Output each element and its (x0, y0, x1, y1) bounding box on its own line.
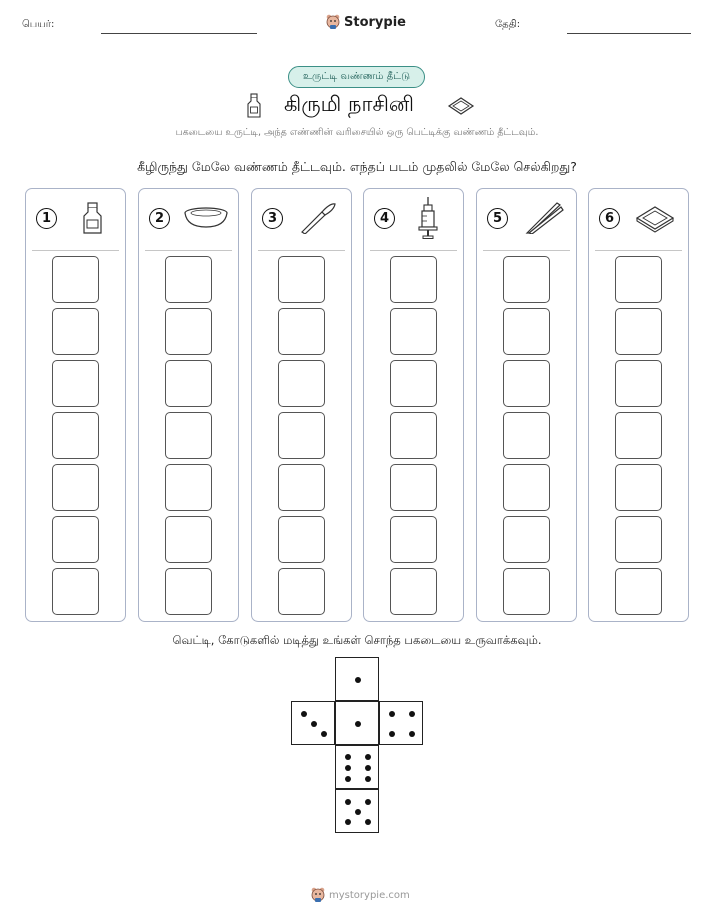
column-number: 5 (487, 208, 508, 229)
dice-instruction: வெட்டி, கோடுகளில் மடித்து உங்கள் சொந்த பகடையை உருவாக்கவும். (172, 633, 542, 647)
gauze-pad-icon (447, 96, 475, 116)
dice-pip (345, 765, 351, 771)
color-box[interactable] (52, 412, 99, 459)
page-title: கிருமி நாசினி (284, 92, 415, 116)
bottle-icon (245, 93, 263, 119)
dice-pip (355, 677, 361, 683)
color-box[interactable] (278, 464, 325, 511)
color-box[interactable] (390, 568, 437, 615)
syringe-icon (408, 197, 454, 239)
storypie-mascot-icon (311, 887, 325, 903)
dice-face-1 (335, 701, 379, 745)
subtitle: பகடையை உருட்டி, அந்த எண்ணின் வரிசையில் ஒரு பெட்டிக்கு வண்ணம் தீட்டவும். (175, 127, 539, 138)
scalpel-icon (296, 202, 342, 234)
column-number: 2 (149, 208, 170, 229)
color-box[interactable] (165, 568, 212, 615)
color-box[interactable] (52, 308, 99, 355)
dice-pip (345, 776, 351, 782)
color-box[interactable] (615, 568, 662, 615)
dice-pip (345, 819, 351, 825)
color-box[interactable] (390, 412, 437, 459)
dice-pip (345, 754, 351, 760)
color-box[interactable] (165, 412, 212, 459)
color-box[interactable] (165, 516, 212, 563)
color-box[interactable] (165, 464, 212, 511)
color-box[interactable] (615, 412, 662, 459)
column-number: 4 (374, 208, 395, 229)
color-box[interactable] (165, 308, 212, 355)
color-box[interactable] (390, 308, 437, 355)
dice-pip (355, 809, 361, 815)
column-1 (25, 188, 126, 622)
color-box[interactable] (278, 568, 325, 615)
dice-pip (355, 721, 361, 727)
color-box[interactable] (278, 360, 325, 407)
date-label: தேதி: (495, 19, 521, 30)
dice-pip (365, 799, 371, 805)
dice-pip (389, 711, 395, 717)
dice-pip (365, 819, 371, 825)
color-box[interactable] (52, 464, 99, 511)
dice-pip (409, 711, 415, 717)
dice-pip (301, 711, 307, 717)
dice-pip (365, 754, 371, 760)
color-box[interactable] (278, 516, 325, 563)
color-box[interactable] (165, 256, 212, 303)
column-divider (32, 250, 119, 251)
dice-pip (365, 765, 371, 771)
color-box[interactable] (503, 360, 550, 407)
color-box[interactable] (390, 256, 437, 303)
dice-pip (365, 776, 371, 782)
color-box[interactable] (615, 516, 662, 563)
color-box[interactable] (503, 516, 550, 563)
color-box[interactable] (390, 360, 437, 407)
footer (311, 887, 410, 903)
column-4 (363, 188, 464, 622)
column-divider (258, 250, 345, 251)
column-2 (138, 188, 239, 622)
column-number: 6 (599, 208, 620, 229)
activity-badge: உருட்டி வண்ணம் தீட்டு (288, 66, 425, 88)
name-label: பெயர்: (22, 19, 55, 30)
dice-pip (345, 799, 351, 805)
color-box[interactable] (52, 360, 99, 407)
color-box[interactable] (52, 568, 99, 615)
dice-face-6 (335, 745, 379, 789)
color-box[interactable] (615, 360, 662, 407)
bowl-icon (183, 202, 229, 234)
dice-pip (409, 731, 415, 737)
column-3 (251, 188, 352, 622)
column-5 (476, 188, 577, 622)
column-divider (483, 250, 570, 251)
color-box[interactable] (503, 464, 550, 511)
dice-pip (389, 731, 395, 737)
column-divider (370, 250, 457, 251)
color-box[interactable] (615, 308, 662, 355)
instruction: கீழிருந்து மேலே வண்ணம் தீட்டவும். எந்தப் படம் முதலில் மேலே செல்கிறது? (137, 159, 577, 174)
dice-face-1 (335, 657, 379, 701)
column-6 (588, 188, 689, 622)
column-divider (595, 250, 682, 251)
brand-logo (326, 14, 406, 30)
dice-face-4 (379, 701, 423, 745)
footer-url[interactable]: mystorypie.com (329, 889, 410, 901)
storypie-mascot-icon (326, 14, 340, 30)
brand-name: Storypie (344, 14, 406, 30)
color-box[interactable] (165, 360, 212, 407)
dice-face-5 (335, 789, 379, 833)
tweezers-icon (521, 202, 567, 234)
dice-pip (311, 721, 317, 727)
dice-face-3 (291, 701, 335, 745)
bottle-icon (70, 202, 116, 234)
color-box[interactable] (503, 308, 550, 355)
column-divider (145, 250, 232, 251)
color-box[interactable] (390, 516, 437, 563)
color-box[interactable] (615, 464, 662, 511)
color-box[interactable] (278, 412, 325, 459)
color-box[interactable] (503, 256, 550, 303)
column-number: 3 (262, 208, 283, 229)
date-line[interactable] (567, 33, 691, 34)
color-box[interactable] (503, 412, 550, 459)
color-box[interactable] (278, 308, 325, 355)
color-box[interactable] (615, 256, 662, 303)
color-box[interactable] (52, 256, 99, 303)
column-number: 1 (36, 208, 57, 229)
gauze-pad-icon (633, 202, 679, 234)
dice-pip (321, 731, 327, 737)
color-box[interactable] (390, 464, 437, 511)
color-box[interactable] (278, 256, 325, 303)
color-box[interactable] (503, 568, 550, 615)
color-box[interactable] (52, 516, 99, 563)
name-line[interactable] (101, 33, 257, 34)
